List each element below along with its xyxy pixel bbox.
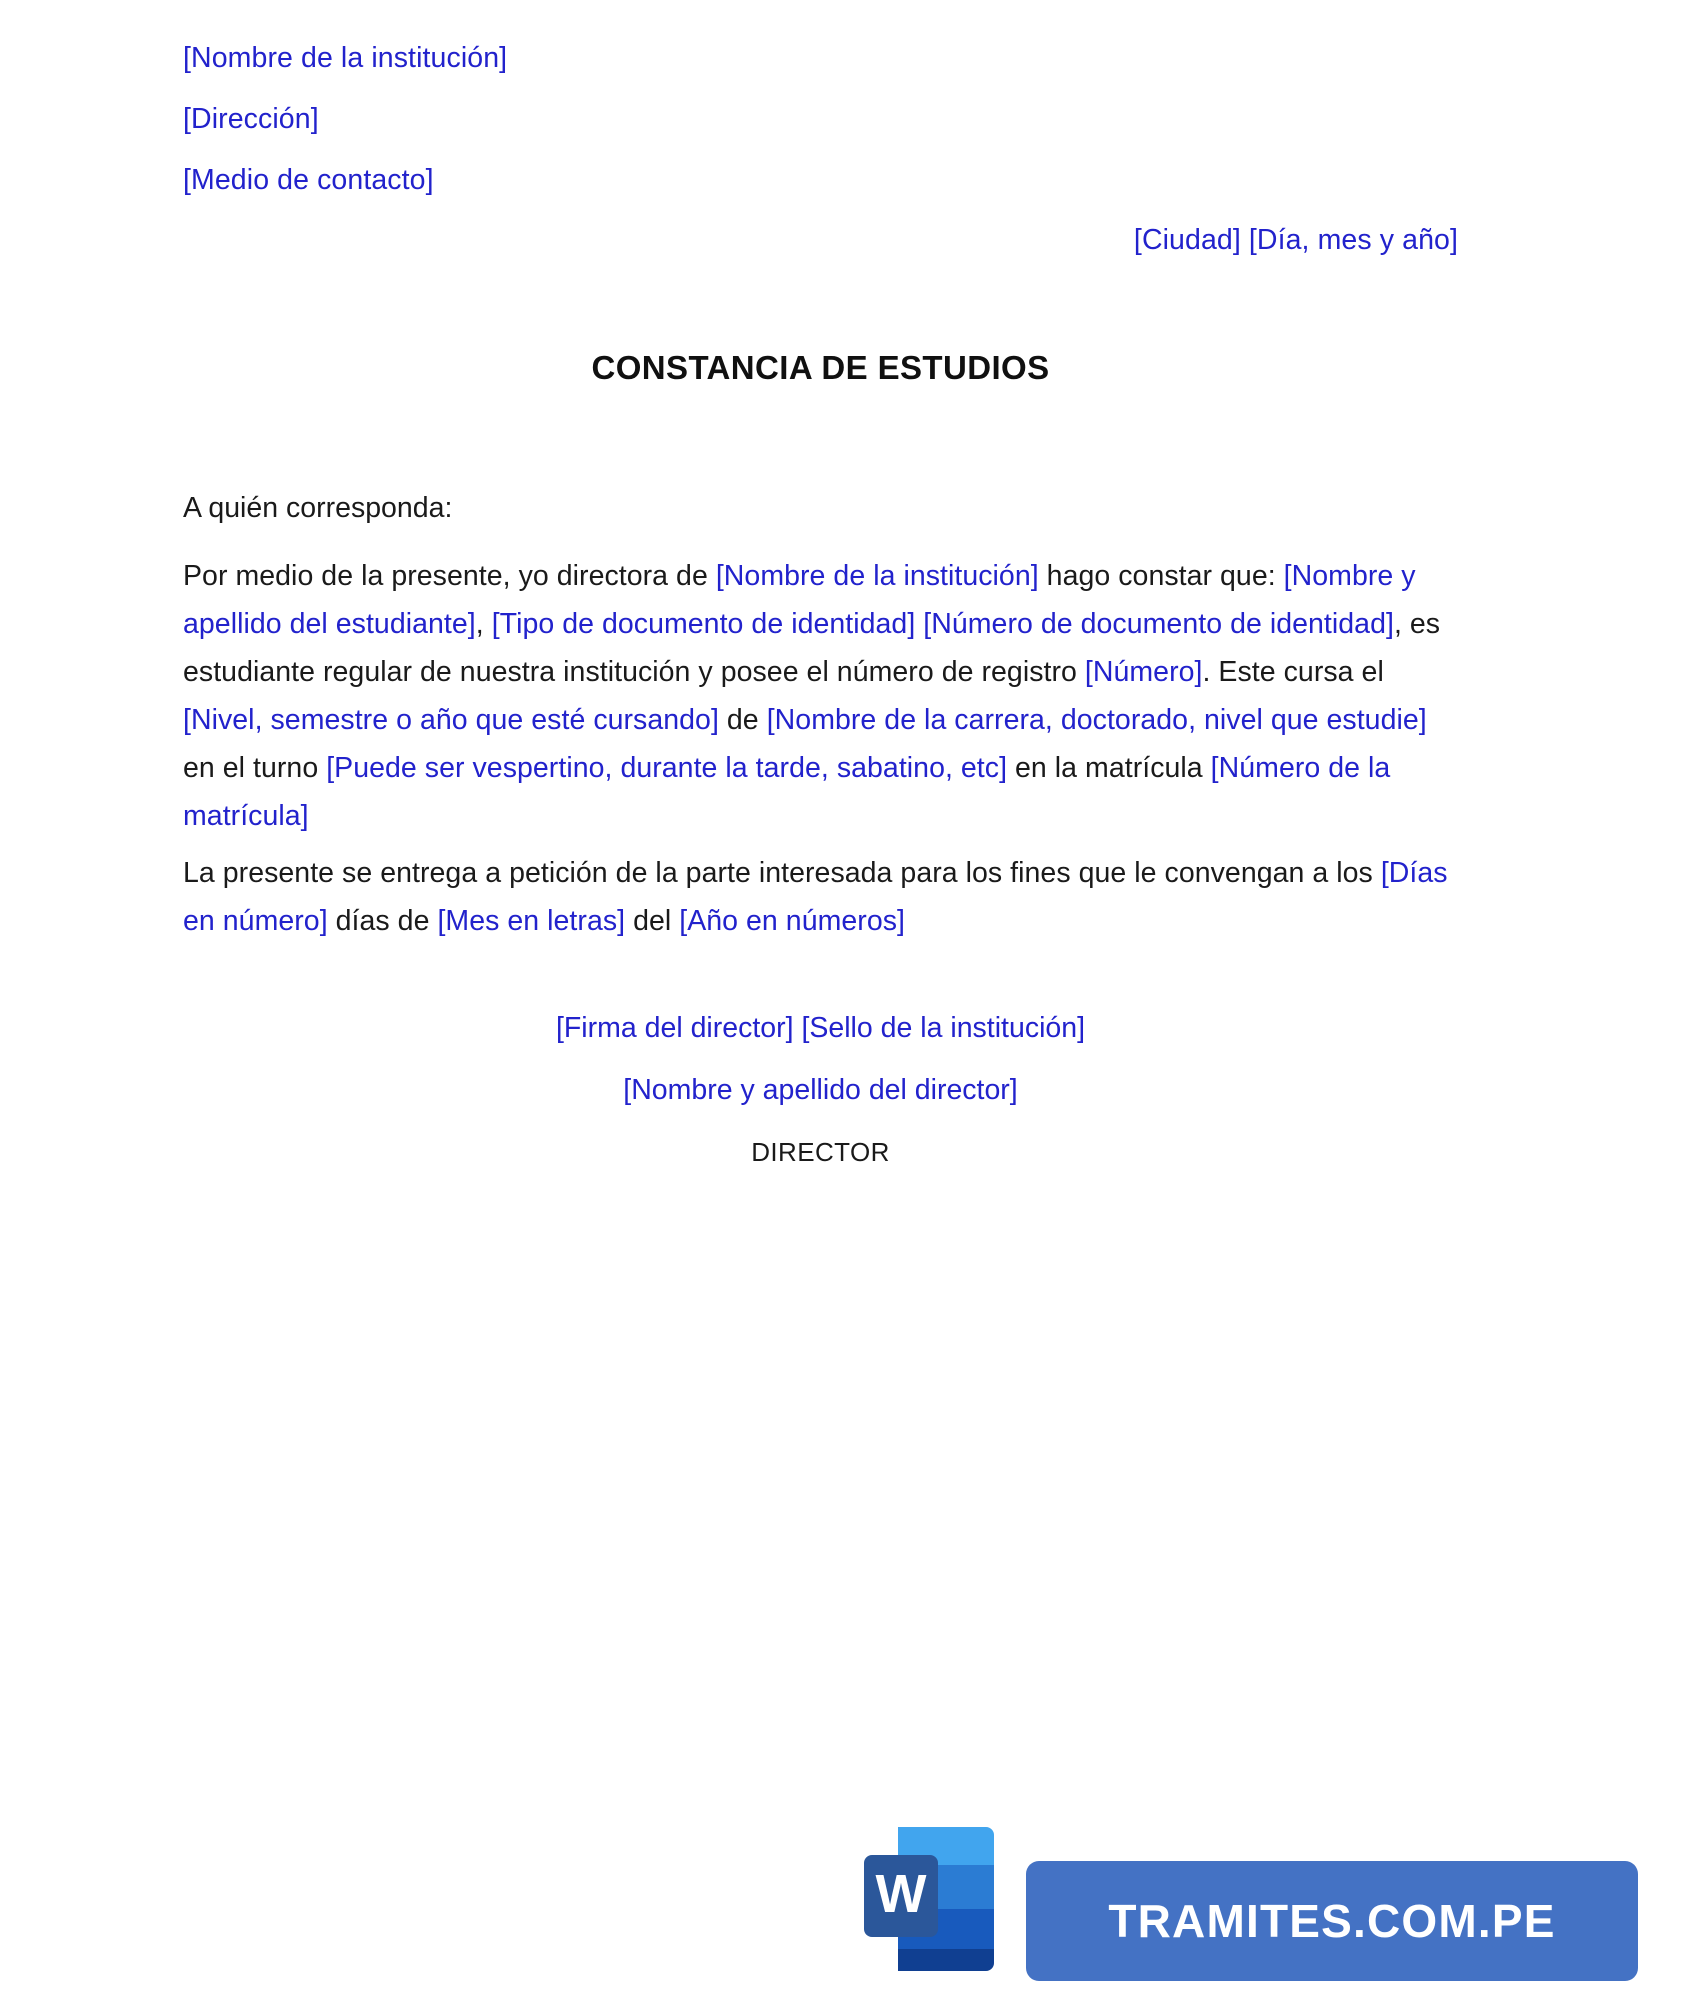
inline-placeholder[interactable]: [Nombre de la carrera, doctorado, nivel que estudie] [766,704,1427,736]
inline-placeholder[interactable]: [Mes en letras] [437,905,626,937]
inline-placeholder[interactable]: [Número] [1084,656,1203,688]
inline-placeholder[interactable]: [Número de documento de identidad] [923,608,1394,640]
salutation-text: A quién corresponda: [183,492,453,524]
footer-watermark [858,1813,1638,1988]
inline-text: , [475,608,492,640]
inline-text: hago constar que: [1038,560,1284,592]
header-institution-placeholder[interactable]: [Nombre de la institución] [183,42,508,74]
inline-placeholder[interactable]: [Puede ser vespertino, durante la tarde, sabatino, etc] [326,752,1008,784]
inline-text: . Este cursa el [1202,656,1384,688]
inline-text: La presente se entrega a petición de la parte interesada para los fines que le convengan a los [183,857,1381,889]
header-address-placeholder[interactable]: [Dirección] [183,103,319,135]
inline-text: días de [327,905,438,937]
inline-placeholder[interactable]: [Días en número] [183,857,1448,937]
signature-role-label: DIRECTOR [751,1137,890,1167]
inline-text: del [625,905,680,937]
inline-placeholder[interactable]: [Número de la matrícula] [183,752,1391,832]
microsoft-word-icon [858,1819,1006,1979]
inline-text: en la matrícula [1007,752,1211,784]
inline-placeholder[interactable]: [Nivel, semestre o año que esté cursando] [183,704,719,736]
inline-text: en el turno [183,752,327,784]
site-badge[interactable] [1026,1861,1638,1981]
signature-director-name-placeholder[interactable]: [Nombre y apellido del director] [623,1074,1018,1106]
body-paragraph-2 [183,849,1458,945]
signature-stamp-placeholder[interactable]: [Firma del director] [Sello de la institución] [555,1012,1086,1044]
inline-placeholder[interactable]: [Nombre y apellido del estudiante] [183,560,1416,640]
inline-placeholder[interactable]: [Nombre de la institución] [715,560,1039,592]
svg-text:W: W [875,1864,927,1924]
header-city-date-placeholder[interactable]: [Ciudad] [Día, mes y año] [1133,224,1458,256]
body-paragraph-1 [183,552,1458,840]
site-badge-label: TRAMITES.COM.PE [1108,1895,1556,1947]
inline-text: , es estudiante regular de nuestra institución y posee el número de registro [183,608,1441,688]
inline-placeholder[interactable]: [Tipo de documento de identidad] [491,608,916,640]
header-contact-placeholder[interactable]: [Medio de contacto] [183,164,434,196]
page-title: CONSTANCIA DE ESTUDIOS [591,349,1050,386]
inline-text: de [718,704,767,736]
inline-placeholder[interactable]: [Año en números] [679,905,906,937]
inline-text: Por medio de la presente, yo directora de [183,560,716,592]
